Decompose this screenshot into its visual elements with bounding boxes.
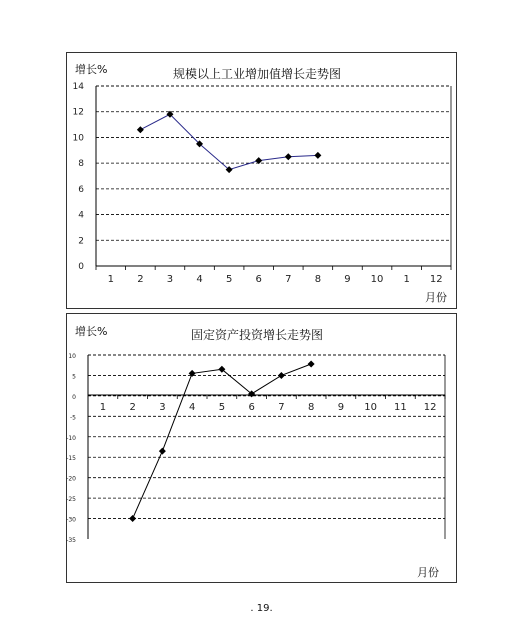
y-tick-label: 2 bbox=[78, 236, 84, 247]
x-tick-label: 6 bbox=[255, 274, 262, 285]
y-axis-unit: 增长% bbox=[75, 325, 108, 338]
y-tick-label: 5 bbox=[72, 373, 76, 381]
data-point bbox=[137, 126, 144, 133]
chart-plot-area bbox=[67, 314, 456, 582]
x-tick-label: 5 bbox=[218, 402, 226, 413]
y-tick-label: 6 bbox=[78, 184, 84, 195]
data-point bbox=[129, 515, 136, 522]
x-tick-label: 4 bbox=[196, 274, 203, 285]
chart-plot-area bbox=[67, 53, 456, 308]
y-tick-label: -10 bbox=[66, 434, 76, 442]
x-tick-label: 1 bbox=[403, 274, 410, 285]
x-tick-label: 9 bbox=[337, 402, 345, 413]
chart-title: 固定资产投资增长走势图 bbox=[191, 328, 324, 342]
x-tick-label: 4 bbox=[188, 402, 196, 413]
y-tick-label: 8 bbox=[78, 159, 84, 170]
data-point bbox=[308, 360, 315, 367]
y-tick-label: -30 bbox=[66, 516, 76, 524]
y-tick-label: 4 bbox=[78, 210, 84, 221]
x-tick-label: 6 bbox=[248, 402, 255, 413]
x-tick-label: 7 bbox=[285, 274, 292, 285]
y-tick-label: -5 bbox=[70, 414, 76, 422]
x-tick-label: 1 bbox=[107, 274, 114, 285]
y-tick-label: -35 bbox=[66, 537, 76, 544]
x-tick-label: 2 bbox=[137, 274, 144, 285]
y-tick-label: 0 bbox=[72, 393, 76, 401]
x-tick-label: 8 bbox=[314, 274, 322, 285]
chart-industrial-growth bbox=[66, 52, 457, 309]
chart-fixed-investment-growth bbox=[66, 313, 457, 583]
x-tick-label: 1 bbox=[99, 402, 107, 413]
data-point bbox=[314, 152, 321, 159]
y-tick-label: -25 bbox=[66, 496, 76, 504]
y-tick-label: 14 bbox=[72, 82, 84, 92]
page-number: . 19. bbox=[250, 603, 273, 614]
x-axis-label: 月份 bbox=[417, 566, 439, 579]
series-line bbox=[133, 364, 315, 519]
chart-title: 规模以上工业增加值增长走势图 bbox=[173, 67, 342, 81]
x-axis-label: 月份 bbox=[425, 291, 447, 304]
x-tick-label: 3 bbox=[159, 402, 166, 413]
x-tick-label: 12 bbox=[423, 402, 437, 413]
data-point bbox=[278, 372, 285, 379]
x-tick-label: 10 bbox=[370, 274, 384, 285]
data-point bbox=[285, 153, 292, 160]
y-axis-unit: 增长% bbox=[75, 63, 108, 76]
x-tick-label: 11 bbox=[394, 402, 407, 413]
data-point bbox=[189, 370, 196, 377]
y-tick-label: 10 bbox=[68, 353, 76, 360]
series-line bbox=[140, 114, 318, 169]
data-point bbox=[159, 448, 166, 455]
x-tick-label: 7 bbox=[278, 402, 285, 413]
x-tick-label: 2 bbox=[129, 402, 136, 413]
y-tick-label: -15 bbox=[66, 455, 76, 463]
x-tick-label: 12 bbox=[429, 274, 443, 285]
x-tick-label: 10 bbox=[364, 402, 377, 413]
x-tick-label: 8 bbox=[307, 402, 315, 413]
y-tick-label: 12 bbox=[72, 107, 84, 118]
y-tick-label: 10 bbox=[72, 133, 84, 144]
y-tick-label: 0 bbox=[78, 262, 84, 272]
x-tick-label: 5 bbox=[225, 274, 233, 285]
y-tick-label: -20 bbox=[66, 475, 76, 483]
x-tick-label: 9 bbox=[344, 274, 351, 285]
x-tick-label: 3 bbox=[166, 274, 174, 285]
